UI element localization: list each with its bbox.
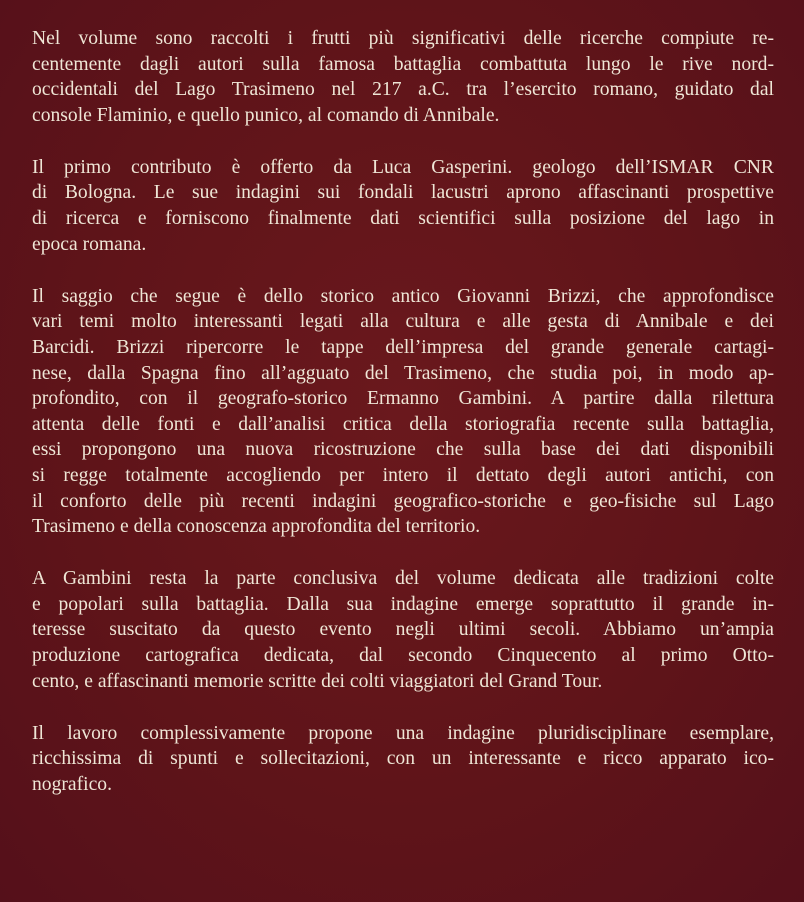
paragraph-gambini xyxy=(32,566,774,694)
cover-text-block xyxy=(32,26,774,824)
text-line: il conforto delle più recenti indagini geografico-storiche e geo-fisiche sul Lago xyxy=(32,490,774,512)
text-line: produzione cartografica dedicata, dal secondo Cinquecento al primo Otto- xyxy=(32,644,774,666)
text-line: nese, dalla Spagna fino all’agguato del Trasimeno, che studia poi, in modo ap- xyxy=(32,362,774,384)
paragraph-conclusion xyxy=(32,721,774,798)
text-line: si regge totalmente accogliendo per intero il dettato degli autori antichi, con xyxy=(32,464,774,486)
text-line: centemente dagli autori sulla famosa battaglia combattuta lungo le rive nord- xyxy=(32,53,774,75)
text-line: teresse suscitato da questo evento negli ultimi secoli. Abbiamo un’ampia xyxy=(32,619,774,641)
text-line: Il primo contributo è offerto da Luca Gasperini. geologo dell’ISMAR CNR xyxy=(32,156,774,178)
paragraph-gasperini xyxy=(32,155,774,257)
text-line: di Bologna. Le sue indagini sui fondali lacustri aprono affascinanti prospettive xyxy=(32,182,774,204)
text-line: Nel volume sono raccolti i frutti più significativi delle ricerche compiute re- xyxy=(32,28,774,49)
text-line: profondito, con il geografo-storico Ermanno Gambini. A partire dalla rilettura xyxy=(32,388,774,410)
text-line: essi propongono una nuova ricostruzione che sulla base dei dati disponibili xyxy=(32,439,774,461)
paragraph-intro xyxy=(32,26,774,128)
text-line: attenta delle fonti e dall’analisi critica della storiografia recente sulla battaglia, xyxy=(32,413,774,435)
text-line: console Flaminio, e quello punico, al comando di Annibale. xyxy=(32,104,500,126)
text-line: A Gambini resta la parte conclusiva del volume dedicata alle tradizioni colte xyxy=(32,568,774,590)
text-line: vari temi molto interessanti legati alla cultura e alle gesta di Annibale e dei xyxy=(32,311,774,333)
text-line: Trasimeno e della conoscenza approfondita del territorio. xyxy=(32,516,481,538)
text-line: e popolari sulla battaglia. Dalla sua indagine emerge soprattutto il grande in- xyxy=(32,593,774,615)
text-line: Il lavoro complessivamente propone una indagine pluridisciplinare esemplare, xyxy=(32,722,774,744)
text-line: occidentali del Lago Trasimeno nel 217 a.C. tra l’esercito romano, guidato dal xyxy=(32,79,774,101)
text-line: Barcidi. Brizzi ripercorre le tappe dell’impresa del grande generale cartagi- xyxy=(32,336,774,358)
paragraph-brizzi xyxy=(32,284,774,540)
text-line: di ricerca e forniscono finalmente dati scientifici sulla posizione del lago in xyxy=(32,208,774,230)
text-line: nografico. xyxy=(32,773,112,795)
text-line: cento, e affascinanti memorie scritte dei colti viaggiatori del Grand Tour. xyxy=(32,670,603,692)
text-line: Il saggio che segue è dello storico antico Giovanni Brizzi, che approfondisce xyxy=(32,285,774,307)
text-line: ricchissima di spunti e sollecitazioni, con un interessante e ricco apparato ico- xyxy=(32,748,774,770)
text-line: epoca romana. xyxy=(32,233,147,255)
